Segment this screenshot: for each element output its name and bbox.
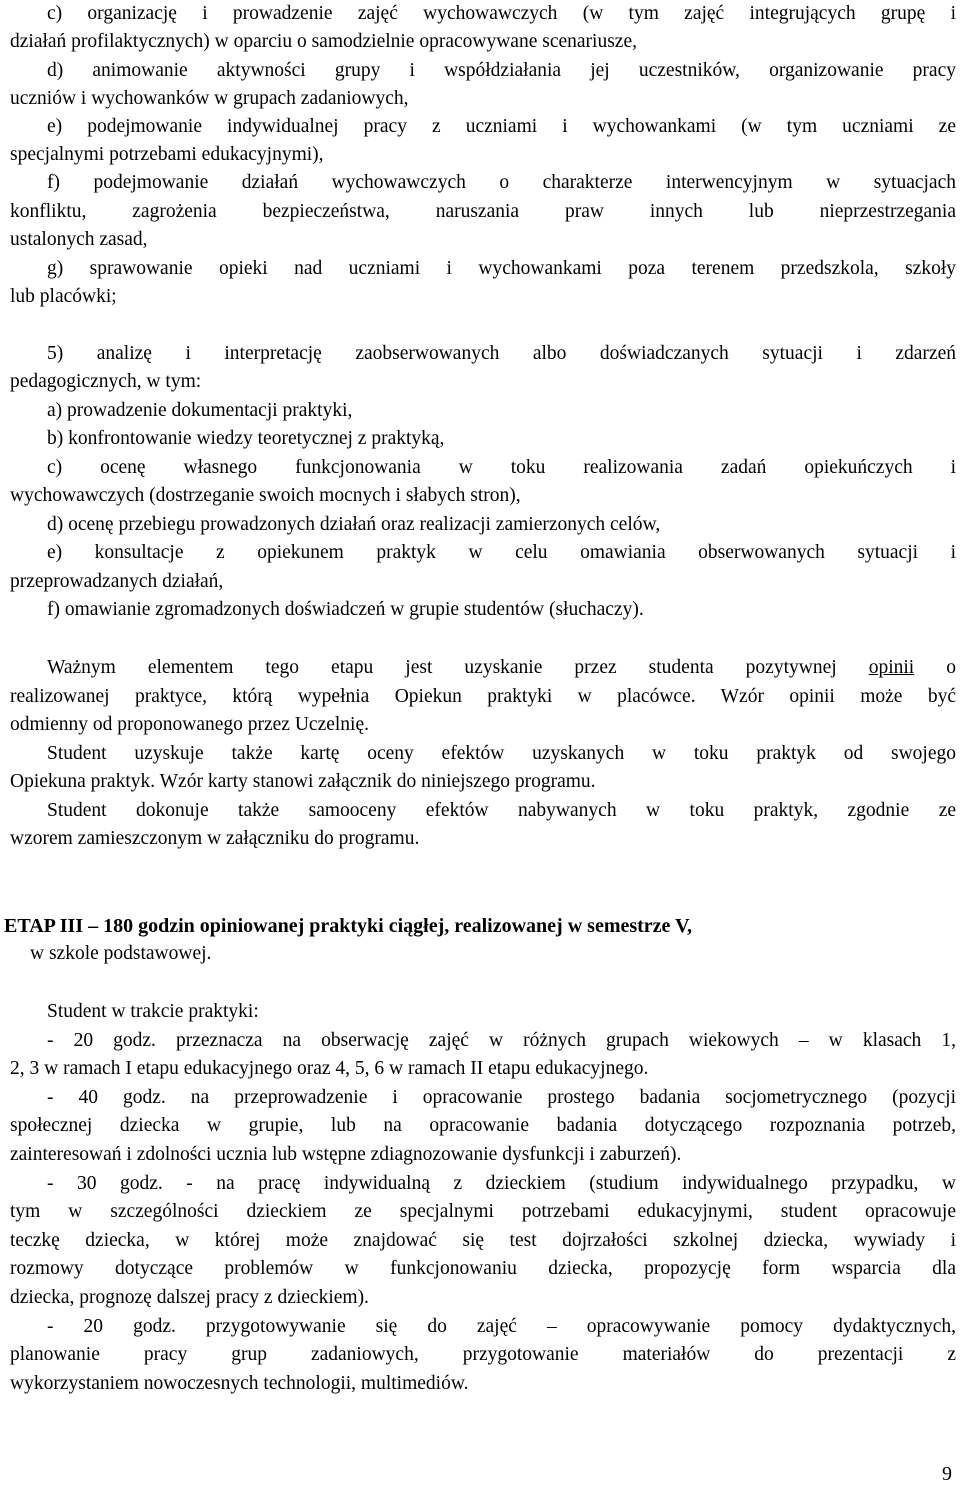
etap3-item3-line4: rozmowy dotyczące problemów w funkcjonowaniu dziecka, propozycję form wsparcia dla bbox=[10, 1258, 956, 1279]
etap3-subheading: w szkole podstawowej. bbox=[30, 943, 212, 964]
etap3-item3-line3: teczkę dziecka, w której może znajdować się test dojrzałości szkolnej dziecka, wywiady i bbox=[10, 1230, 956, 1251]
item-4g-line2: lub placówki; bbox=[10, 286, 117, 307]
etap3-item2-line3: zainteresowań i zdolności ucznia lub wstępne zdiagnozowanie dysfunkcji i zaburzeń). bbox=[10, 1144, 682, 1165]
summary-p1-line3: odmienny od proponowanego przez Uczelnię. bbox=[10, 714, 369, 735]
summary-p2-line2: Opiekuna praktyk. Wzór karty stanowi załącznik do niniejszego programu. bbox=[10, 771, 596, 792]
etap3-item3-line1: - 30 godz. - na pracę indywidualną z dzieckiem (studium indywidualnego przypadku, w bbox=[47, 1173, 956, 1194]
etap3-item2-line2: społecznej dziecka w grupie, lub na opracowanie badania dotyczącego rozpoznania potrzeb, bbox=[10, 1115, 956, 1136]
summary-p1-line1 bbox=[0, 654, 960, 682]
item-4d-line2: uczniów i wychowanków w grupach zadaniowych, bbox=[10, 88, 409, 109]
opinion-link[interactable]: opinii bbox=[868, 657, 915, 678]
item-5a: a) prowadzenie dokumentacji praktyki, bbox=[47, 400, 353, 421]
etap3-intro: Student w trakcie praktyki: bbox=[47, 1001, 259, 1022]
item-4d-line1: d) animowanie aktywności grupy i współdziałania jej uczestników, organizowanie pracy bbox=[47, 60, 956, 81]
page-number: 9 bbox=[942, 1463, 952, 1485]
item-5c-line2: wychowawczych (dostrzeganie swoich mocnych i słabych stron), bbox=[10, 485, 521, 506]
summary-p1-line2: realizowanej praktyce, którą wypełnia Opiekun praktyki w placówce. Wzór opinii może być bbox=[10, 686, 956, 707]
etap3-item3-line5: dziecka, prognozę dalszej pracy z dzieckiem). bbox=[10, 1287, 369, 1308]
etap3-heading: ETAP III – 180 godzin opiniowanej praktyki ciągłej, realizowanej w semestrze V, bbox=[4, 915, 692, 937]
item-4c-line1: c) organizację i prowadzenie zajęć wychowawczych (w tym zajęć integrujących grupę i bbox=[47, 3, 956, 24]
item-4f-line2: konfliktu, zagrożenia bezpieczeństwa, naruszania praw innych lub nieprzestrzegania bbox=[10, 201, 956, 222]
item-4g-line1: g) sprawowanie opieki nad uczniami i wychowankami poza terenem przedszkola, szkoły bbox=[47, 258, 956, 279]
section5-intro-line1: 5) analizę i interpretację zaobserwowanych albo doświadczanych sytuacji i zdarzeń bbox=[47, 343, 956, 364]
item-4c-line2: działań profilaktycznych) w oparciu o samodzielnie opracowywane scenariusze, bbox=[10, 31, 637, 52]
item-4e-line2: specjalnymi potrzebami edukacyjnymi), bbox=[10, 144, 324, 165]
etap3-item4-line3: wykorzystaniem nowoczesnych technologii, multimediów. bbox=[10, 1373, 469, 1394]
item-5b: b) konfrontowanie wiedzy teoretycznej z praktyką, bbox=[47, 428, 445, 449]
etap3-item4-line2: planowanie pracy grup zadaniowych, przygotowanie materiałów do prezentacji z bbox=[10, 1344, 956, 1365]
item-5c-line1: c) ocenę własnego funkcjonowania w toku realizowania zadań opiekuńczych i bbox=[47, 457, 956, 478]
summary-p3-line2: wzorem zamieszczonym w załączniku do programu. bbox=[10, 828, 420, 849]
etap3-item1-line2: 2, 3 w ramach I etapu edukacyjnego oraz 4, 5, 6 w ramach II etapu edukacyjnego. bbox=[10, 1058, 649, 1079]
item-4f-line3: ustalonych zasad, bbox=[10, 229, 148, 250]
section5-intro-line2: pedagogicznych, w tym: bbox=[10, 371, 202, 392]
summary-p1-text: Ważnym elementem tego etapu jest uzyskanie przez studenta pozytywnej bbox=[47, 657, 869, 678]
item-4f-line1: f) podejmowanie działań wychowawczych o charakterze interwencyjnym w sytuacjach bbox=[47, 172, 956, 193]
item-4e-line1: e) podejmowanie indywidualnej pracy z uczniami i wychowankami (w tym uczniami ze bbox=[47, 116, 956, 137]
etap3-item4-line1: - 20 godz. przygotowywanie się do zajęć – opracowywanie pomocy dydaktycznych, bbox=[47, 1316, 956, 1337]
etap3-item1-line1: - 20 godz. przeznacza na obserwację zajęć w różnych grupach wiekowych – w klasach 1, bbox=[47, 1030, 956, 1051]
item-5e-line2: przeprowadzanych działań, bbox=[10, 571, 224, 592]
summary-p3-line1: Student dokonuje także samooceny efektów nabywanych w toku praktyk, zgodnie ze bbox=[47, 800, 956, 821]
item-5e-line1: e) konsultacje z opiekunem praktyk w celu omawiania obserwowanych sytuacji i bbox=[47, 542, 956, 563]
etap3-item2-line1: - 40 godz. na przeprowadzenie i opracowanie prostego badania socjometrycznego (pozycji bbox=[47, 1087, 956, 1108]
item-5d: d) ocenę przebiegu prowadzonych działań oraz realizacji zamierzonych celów, bbox=[47, 514, 661, 535]
item-5f: f) omawianie zgromadzonych doświadczeń w grupie studentów (słuchaczy). bbox=[47, 599, 644, 620]
summary-p1-tail: o bbox=[914, 657, 957, 678]
summary-p2-line1: Student uzyskuje także kartę oceny efektów uzyskanych w toku praktyk od swojego bbox=[47, 743, 956, 764]
etap3-item3-line2: tym w szczególności dzieckiem ze specjalnymi potrzebami edukacyjnymi, student opracowuje bbox=[10, 1201, 956, 1222]
